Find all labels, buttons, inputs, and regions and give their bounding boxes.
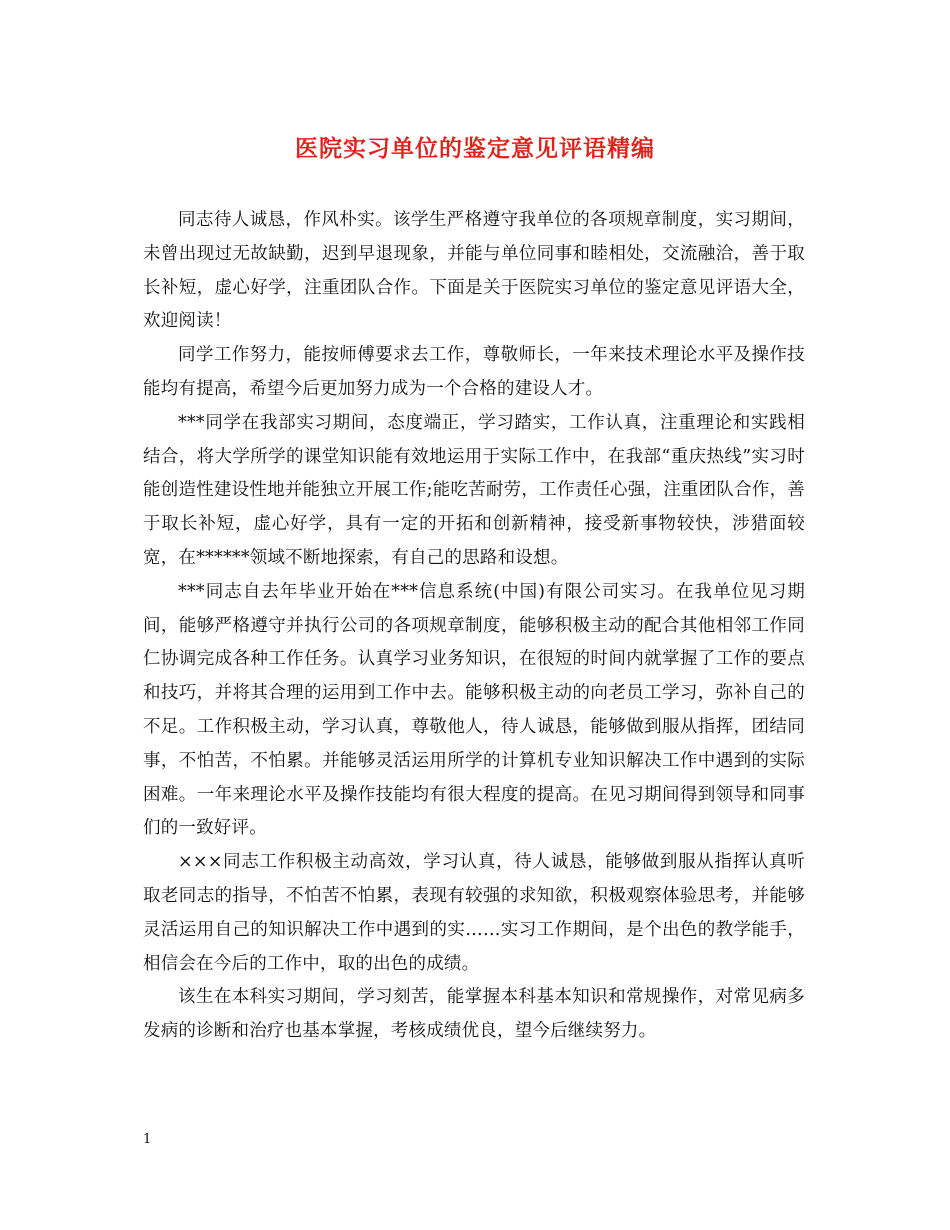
- paragraph-4: ***同志自去年毕业开始在***信息系统(中国)有限公司实习。在我单位见习期间，能够严格遵守并执行公司的各项规章制度，能够积极主动的配合其他相邻工作同仁协调完成各种工作任务。认真学习业务知识，在很短的时间内就掌握了工作的要点和技巧，并将其合理的运用到工作中去。能够积极主动的向老员工学习，弥补自己的不足。工作积极主动，学习认真，尊敬他人，待人诚恳，能够做到服从指挥，团结同事，不怕苦，不怕累。并能够灵活运用所学的计算机专业知识解决工作中遇到的实际困难。一年来理论水平及操作技能均有很大程度的提高。在见习期间得到领导和同事们的一致好评。: [143, 581, 805, 839]
- paragraph-2: 同学工作努力，能按师傅要求去工作，尊敬师长，一年来技术理论水平及操作技能均有提高，希望今后更加努力成为一个合格的建设人才。: [143, 345, 805, 399]
- paragraph-6: 该生在本科实习期间，学习刻苦，能掌握本科基本知识和常规操作，对常见病多发病的诊断和治疗也基本掌握，考核成绩优良，望今后继续努力。: [143, 987, 805, 1042]
- paragraph-1: 同志待人诚恳，作风朴实。该学生严格遵守我单位的各项规章制度，实习期间，未曾出现过无故缺勤，迟到早退现象，并能与单位同事和睦相处，交流融洽，善于取长补短，虚心好学，注重团队合作。下面是关于医院实习单位的鉴定意见评语大全，欢迎阅读！: [143, 210, 805, 332]
- document-title: 医院实习单位的鉴定意见评语精编: [295, 135, 655, 162]
- paragraph-5: ×××同志工作积极主动高效，学习认真，待人诚恳，能够做到服从指挥认真听取老同志的指导，不怕苦不怕累，表现有较强的求知欲，积极观察体验思考，并能够灵活运用自己的知识解决工作中遇到的实……实习工作期间，是个出色的教学能手，相信会在今后的工作中，取的出色的成绩。: [143, 852, 805, 974]
- paragraph-3: ***同学在我部实习期间，态度端正，学习踏实，工作认真，注重理论和实践相结合，将大学所学的课堂知识能有效地运用于实际工作中，在我部“重庆热线”实习时能创造性建设性地并能独立开展工作;能吃苦耐劳，工作责任心强，注重团队合作，善于取长补短，虚心好学，具有一定的开拓和创新精神，接受新事物较快，涉猎面较宽，在******领域不断地探索，有自己的思路和设想。: [143, 412, 805, 568]
- page-number: 1: [143, 1132, 152, 1147]
- document-body: [143, 204, 805, 1049]
